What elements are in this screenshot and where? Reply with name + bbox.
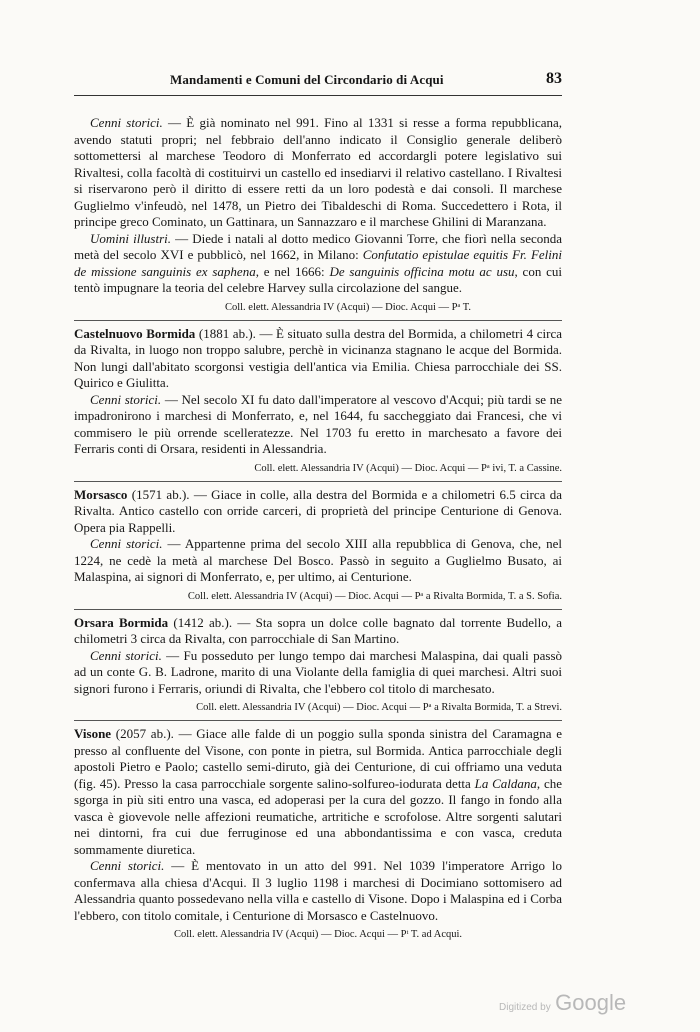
orsara-entry bbox=[74, 615, 562, 648]
rivalta-uomini-illustri bbox=[74, 231, 562, 297]
paragraph-text: (1881 ab.). — È situato sulla destra del Bormida, a chilometri 4 circa da Rivalta, in luogo non troppo salubre, perchè in vicinanza stagnano le acque del Bormida. Non lungi dall'abitato scorgonsi vestigia dell'antica via Emilia. Chiesa parrocchiale dei SS. Quirico e Giulitta. bbox=[74, 325, 563, 390]
paragraph-text: (1412 ab.). — Sta sopra un dolce colle bagnato dal torrente Budello, a chilometri 3 circa da Rivalta, con parrocchiale di San Martino. bbox=[74, 614, 562, 646]
cenni-storici-label: Cenni storici. bbox=[90, 536, 163, 551]
visone-collegio-line: Coll. elett. Alessandria IV (Acqui) — Dioc. Acqui — Pᵗ T. ad Acqui. bbox=[173, 929, 463, 940]
paragraph-text: , che sgorga in più siti entro una vasca, ed adoperasi per la cura del gozzo. Il fango in fondo alla vasca è giovevole nelle affezioni reumatiche, artritiche e scrofolose. Altre sorgenti salutari nei dintorni, fra cui due ferruginose ed una abbondantissima e con vasca, creduta sommamente diuretica. bbox=[74, 775, 563, 857]
paragraph-text: (1571 ab.). — Giace in colle, alla destra del Bormida e a chilometri 6.5 circa da Rivalta. Antico castello con orride carceri, di proprietà del principe Centurione di Genova. Opera pia Rappelli. bbox=[74, 486, 562, 535]
rivalta-cenni-storici bbox=[74, 115, 562, 231]
book-title: Confutatio epistulae equitis Fr. Felini de missione sanguinis ex saphena bbox=[74, 247, 562, 279]
paragraph-text: — Fu posseduto per lungo tempo dai marchesi Malaspina, dai quali passò ad un conte G. B. Ladrone, marito di una Violante della famiglia di quei marchesi. Altri suoi signori furono i Ferraris, oriundi di Rivalta, che l'ebbero col titolo di marchesato. bbox=[74, 647, 562, 696]
cenni-storici-label: Cenni storici. bbox=[90, 391, 162, 407]
comune-name: Morsasco bbox=[74, 486, 128, 502]
castelnuovo-collegio-line: Coll. elett. Alessandria IV (Acqui) — Dioc. Acqui — Pᵃ ivi, T. a Cassine. bbox=[254, 462, 562, 474]
paragraph-text: — Nel secolo XI fu dato dall'imperatore al vescovo d'Acqui; più tardi se ne impadronirono i marchesi di Monferrato, e, nel 1644, fu saccheggiato dai Francesi, che vi commisero le più orrende scelleratezze. Nel 1703 fu eretto in marchesato a favore dei Ferraris conti di Orsara, residenti in Alessandria. bbox=[74, 391, 562, 456]
paragraph-text: (2057 ab.). — Giace alle falde di un poggio sulla sponda sinistra del Caramagna e presso al confluente del Visone, con ponte in pietra, sul Bormida. Antica parrocchiale degli apostoli Pietro e Paolo; castello semi-diruto, già dei Centurione, di cui offriamo una veduta (fig. 45). Presso la casa parrocchiale sorgente salino-solfureo-iodurata detta bbox=[74, 726, 562, 791]
entry-separator bbox=[74, 720, 562, 721]
paragraph-text: , e nel 1666: bbox=[255, 263, 330, 279]
castelnuovo-cenni-storici bbox=[74, 392, 562, 458]
page-number: 83 bbox=[546, 70, 562, 87]
paragraph-text: — Appartenne prima del secolo XIII alla repubblica di Genova, che, nel 1224, ne cedè la metà al marchese Del Bosco. Passò in seguito a Guglielmo Busato, ai Malaspina, ai signori di Monferrato, e, per ultimo, ai Centurione. bbox=[74, 536, 562, 584]
entry-separator bbox=[74, 320, 562, 321]
paragraph-text: — È già nominato nel 991. Fino al 1331 si resse a forma repubblicana, avendo statuti propri; nel febbraio dell'anno indicato il Consiglio generale deliberò sottomettersi al marchese Teodoro di Monferrato ed accordargli potere legislativo sui Rivaltesi, colla facoltà di costituirvi un castello ed insediarvi il relativo castellano. I Rivaltesi si riservarono però il diritto di essere retti da un loro podestà e dai consoli. Il marchese Guglielmo v'infeudò, nel 1478, un Pietro dei Tibaldeschi di Roma. Succedettero i Rota, il principe greco Cominato, un Gattinara, un Sannazzaro e il marchese Ghilini di Maranzana. bbox=[74, 115, 563, 229]
paragraph-text: — È mentovato in un atto del 991. Nel 1039 l'imperatore Arrigo lo confermava alla chiesa d'Acqui. Il 3 luglio 1198 i marchesi di Docimiano sottomisero ad Alessandria quanto possedevano nella villa e castello di Visone. Dopo i Malaspina ed i Corba l'ebbero, con titolo comitale, i Centurione di Morsasco e Castelnuovo. bbox=[74, 858, 563, 923]
running-header bbox=[74, 72, 562, 94]
morsasco-collegio-line: Coll. elett. Alessandria IV (Acqui) — Dioc. Acqui — Pᵃ a Rivalta Bormida, T. a S. Sofia. bbox=[187, 590, 562, 602]
running-title: Mandamenti e Comuni del Circondario di Acqui bbox=[170, 72, 444, 87]
paragraph-text: , con cui tentò impugnare la teoria del celebre Harvey sulla circolazione del sangue. bbox=[74, 263, 563, 295]
comune-name: Visone bbox=[74, 726, 112, 741]
spring-name: La Caldana bbox=[474, 775, 537, 791]
visone-entry bbox=[74, 726, 562, 858]
uomini-illustri-label: Uomini illustri. bbox=[90, 230, 172, 246]
comune-name: Orsara Bormida bbox=[74, 614, 169, 630]
castelnuovo-entry bbox=[74, 326, 562, 392]
google-logo: Google bbox=[555, 990, 627, 1015]
cenni-storici-label: Cenni storici. bbox=[90, 647, 162, 663]
morsasco-entry bbox=[74, 487, 562, 537]
cenni-storici-label: Cenni storici. bbox=[90, 858, 165, 873]
orsara-cenni-storici bbox=[74, 648, 562, 698]
paragraph-text: — Diede i natali al dotto medico Giovanni Torre, che fiorì nella seconda metà del secolo XVI e pubblicò, nel 1662, in Milano: bbox=[74, 230, 563, 262]
rivalta-collegio-line: Coll. elett. Alessandria IV (Acqui) — Dioc. Acqui — Pᵃ T. bbox=[224, 301, 472, 313]
header-rule bbox=[74, 95, 562, 96]
morsasco-cenni-storici bbox=[74, 536, 562, 586]
google-watermark bbox=[499, 990, 626, 1016]
entry-separator bbox=[74, 609, 562, 610]
entry-separator bbox=[74, 481, 562, 482]
cenni-storici-label: Cenni storici. bbox=[90, 115, 163, 130]
visone-cenni-storici bbox=[74, 858, 562, 924]
watermark-prefix: Digitized by bbox=[499, 1002, 551, 1013]
book-title: De sanguinis officina motu ac usu bbox=[329, 263, 515, 279]
comune-name: Castelnuovo Bormida bbox=[74, 325, 196, 341]
page-body bbox=[74, 115, 562, 947]
orsara-collegio-line: Coll. elett. Alessandria IV (Acqui) — Dioc. Acqui — Pᵃ a Rivalta Bormida, T. a Strevi. bbox=[196, 702, 562, 713]
